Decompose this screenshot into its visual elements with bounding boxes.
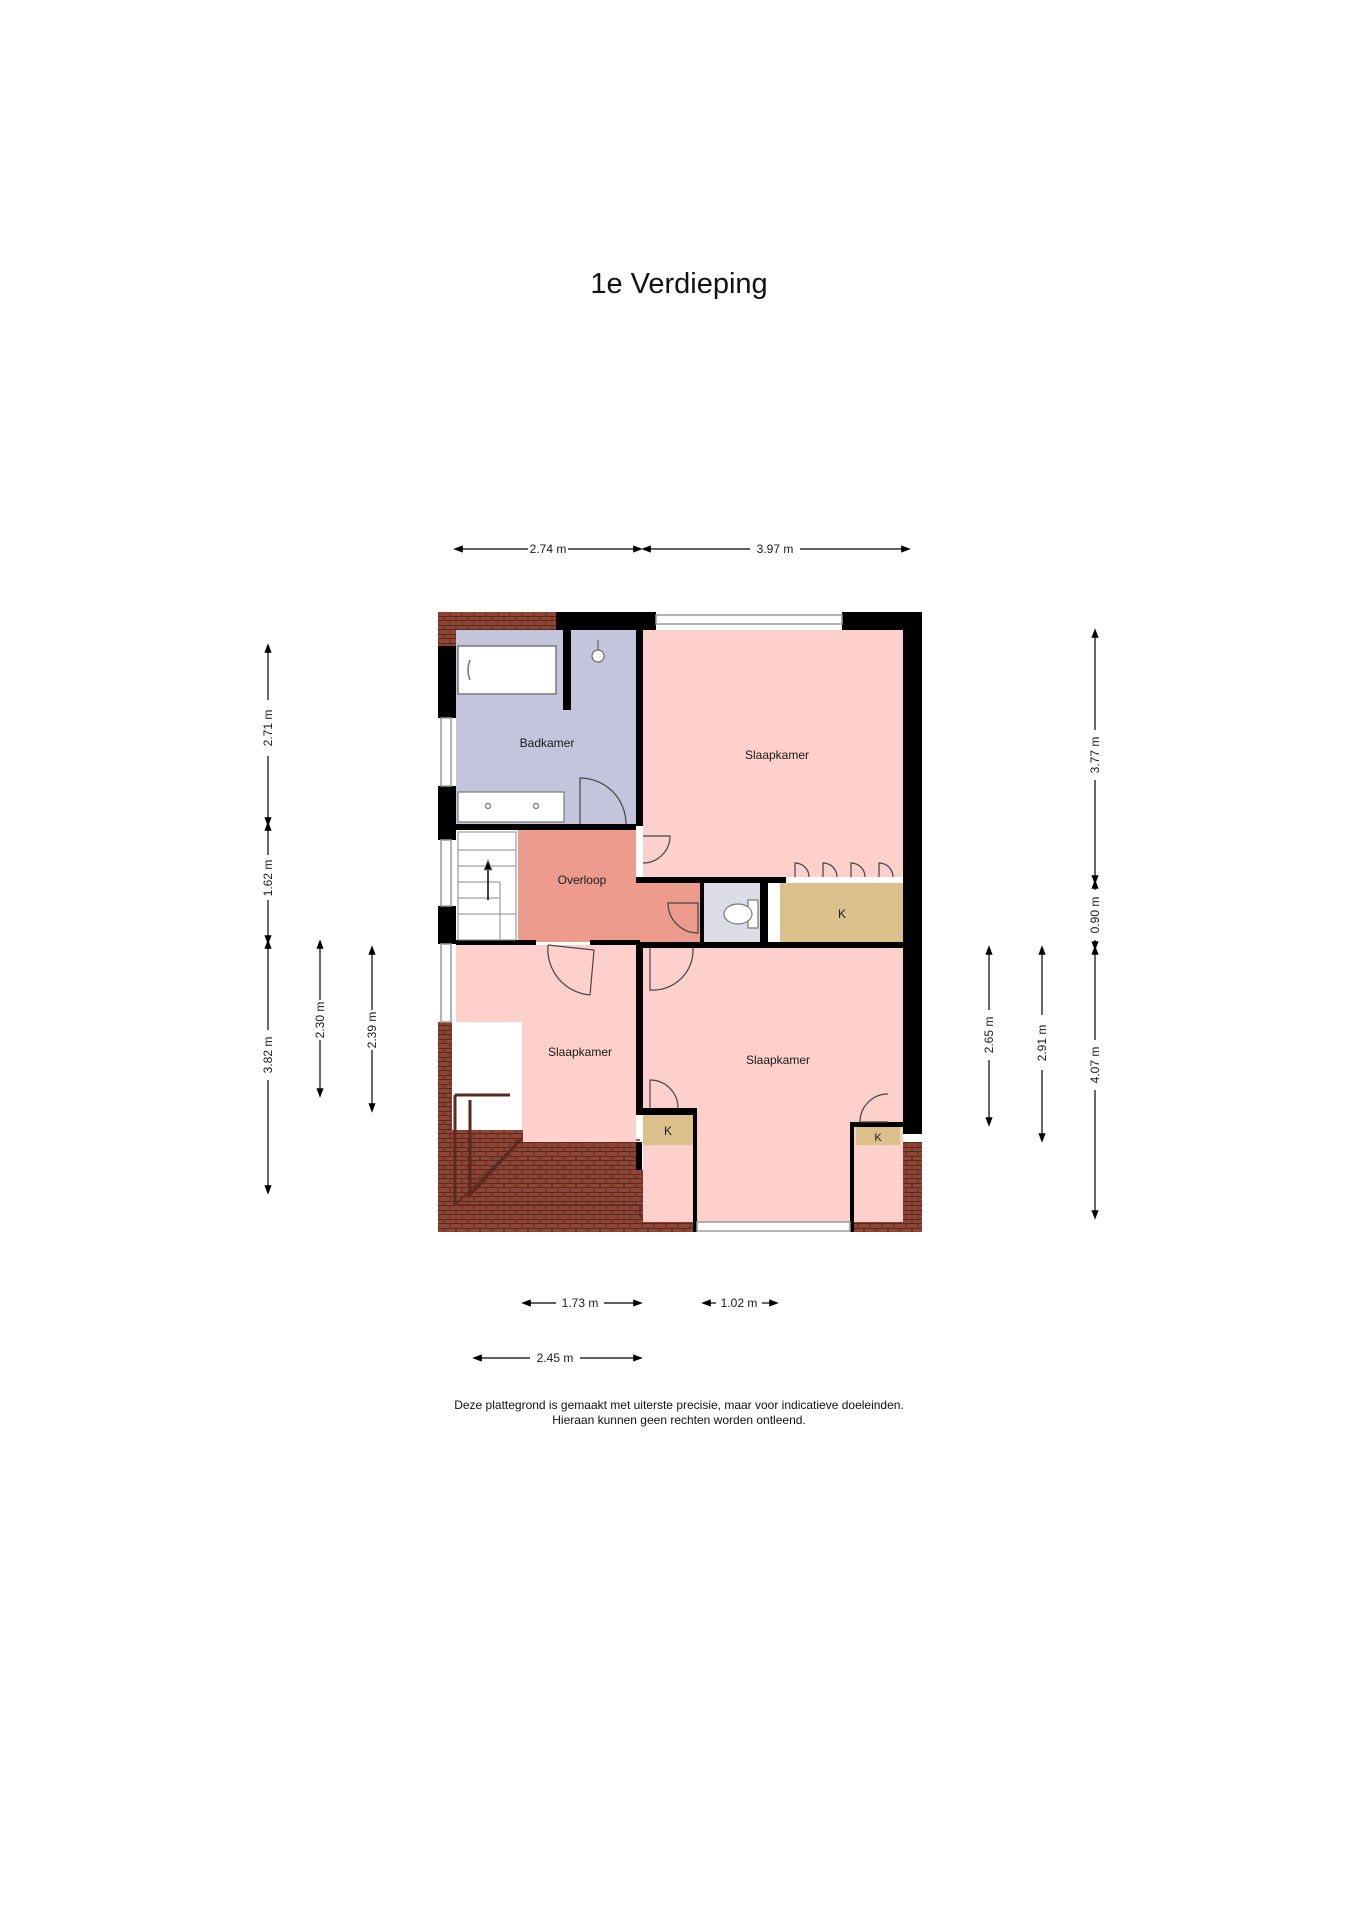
page-title: 1e Verdieping — [590, 268, 768, 300]
label-slaapkamer-top: Slaapkamer — [744, 748, 810, 762]
disclaimer-line-1: Deze plattegrond is gemaakt met uiterste precisie, maar voor indicatieve doeleinden. — [454, 1398, 904, 1412]
label-overloop: Overloop — [557, 873, 607, 887]
label-kast-small-right: K — [874, 1132, 882, 1144]
dim-left-inner-2: 2.39 m — [365, 1011, 379, 1049]
dim-right-2: 0.90 m — [1088, 896, 1102, 934]
disclaimer-line-2: Hieraan kunnen geen rechten worden ontleend. — [552, 1413, 806, 1427]
dim-right-1: 3.77 m — [1088, 736, 1102, 774]
dim-bottom-1: 1.73 m — [561, 1296, 599, 1310]
room-slaapkamer-bottom — [643, 948, 903, 1222]
dim-top-right: 3.97 m — [756, 542, 794, 556]
label-kast-small-left: K — [663, 1124, 673, 1138]
dim-right-inner-1: 2.65 m — [982, 1016, 996, 1054]
disclaimer — [0, 1398, 1358, 1428]
dim-left-3: 3.82 m — [261, 1036, 275, 1074]
washbasin-icon — [458, 792, 564, 822]
dim-bottom-3: 2.45 m — [536, 1351, 574, 1365]
dim-left-1: 2.71 m — [261, 709, 275, 747]
label-slaapkamer-bottom: Slaapkamer — [745, 1053, 811, 1067]
room-stairs — [456, 830, 518, 942]
dim-left-inner-1: 2.30 m — [313, 1001, 327, 1039]
bathtub-icon — [458, 646, 556, 694]
dim-right-inner-2: 2.91 m — [1035, 1024, 1049, 1062]
label-slaapkamer-left: Slaapkamer — [547, 1045, 613, 1059]
label-kast-large: K — [837, 907, 847, 921]
label-badkamer: Badkamer — [519, 736, 575, 750]
dim-top-left: 2.74 m — [529, 542, 567, 556]
room-slaapkamer-left — [456, 945, 636, 1142]
dim-bottom-2: 1.02 m — [720, 1296, 758, 1310]
dim-right-3: 4.07 m — [1088, 1046, 1102, 1084]
dim-left-2: 1.62 m — [261, 859, 275, 897]
